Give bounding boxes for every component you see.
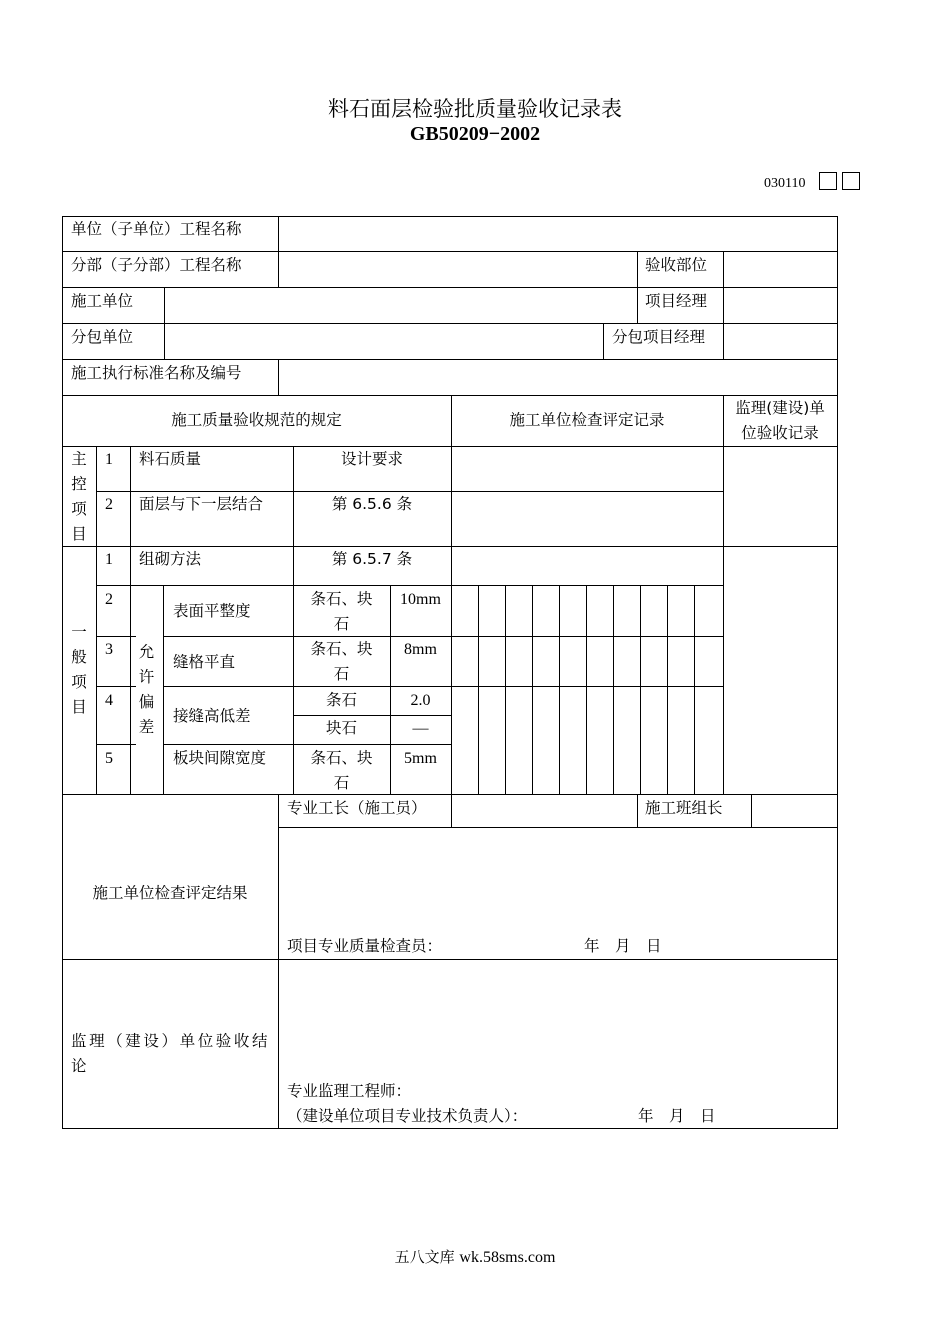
general-item-kind: 条石、块 bbox=[310, 640, 373, 658]
general-item-name: 板块间隙宽度 bbox=[173, 749, 267, 767]
general-item-no: 3 bbox=[105, 641, 113, 658]
general-item-kind: 石 bbox=[333, 615, 350, 633]
general-item-no: 5 bbox=[105, 750, 113, 767]
general-group-char: 项 bbox=[71, 673, 87, 691]
general-item-value: 2.0 bbox=[410, 692, 431, 709]
subcontractor-label: 分包单位 bbox=[71, 328, 134, 346]
main-group-char: 主 bbox=[71, 450, 87, 468]
supervisor-column-header-line2: 位验收记录 bbox=[741, 424, 819, 442]
main-item-name: 料石质量 bbox=[139, 450, 202, 468]
general-item-kind: 条石、块 bbox=[310, 590, 373, 608]
general-item-value: 10mm bbox=[400, 591, 441, 608]
main-item-name: 面层与下一层结合 bbox=[139, 495, 264, 513]
result-date: 年 月 日 bbox=[584, 937, 662, 955]
general-item-name: 表面平整度 bbox=[173, 602, 251, 620]
contractor-label: 施工单位 bbox=[71, 292, 134, 310]
general-group-char: 般 bbox=[71, 648, 87, 666]
general-item-name: 组砌方法 bbox=[139, 550, 202, 568]
pm-label: 项目经理 bbox=[645, 292, 708, 310]
general-item-kind: 石 bbox=[333, 774, 350, 792]
general-item-value: 5mm bbox=[404, 750, 437, 767]
footer-url[interactable]: wk.58sms.com bbox=[459, 1249, 556, 1266]
main-group-char: 项 bbox=[71, 500, 87, 518]
unit-project-label: 单位（子单位）工程名称 bbox=[71, 220, 242, 238]
footer bbox=[0, 1246, 950, 1267]
foreman-label: 专业工长（施工员） bbox=[287, 799, 427, 817]
inspector-label: 项目专业质量检查员： bbox=[287, 937, 443, 955]
general-group-char: 一 bbox=[71, 623, 87, 641]
general-group-char: 目 bbox=[71, 698, 87, 716]
allow-deviation-char: 允 bbox=[138, 643, 155, 661]
general-item-name: 接缝高低差 bbox=[173, 707, 251, 725]
form-number: 030110 bbox=[764, 176, 806, 191]
general-item-req: 第 6.5.7 条 bbox=[331, 550, 413, 568]
footer-site-name: 五八文库 bbox=[394, 1248, 455, 1266]
general-item-no: 1 bbox=[105, 551, 113, 568]
engineer-label: 专业监理工程师： bbox=[287, 1082, 412, 1100]
conclusion-label: 监理（建设）单位验收结论 bbox=[71, 1032, 271, 1075]
general-item-kind: 条石、块 bbox=[310, 749, 373, 767]
general-item-kind: 块石 bbox=[325, 719, 357, 737]
allow-deviation-char: 许 bbox=[138, 668, 155, 686]
allow-deviation-char: 偏 bbox=[138, 693, 155, 711]
main-item-req: 设计要求 bbox=[340, 450, 403, 468]
accept-part-label: 验收部位 bbox=[645, 256, 708, 274]
general-item-no: 2 bbox=[105, 591, 113, 608]
check-column-header: 施工单位检查评定记录 bbox=[509, 411, 665, 429]
general-item-value: — bbox=[412, 720, 429, 737]
general-item-no: 4 bbox=[105, 692, 113, 709]
owner-label: （建设单位项目专业技术负责人）： bbox=[287, 1107, 528, 1125]
allow-deviation-char: 差 bbox=[138, 718, 155, 736]
general-item-kind: 条石 bbox=[325, 691, 357, 709]
standard-code: GB50209−2002 bbox=[409, 123, 541, 145]
general-item-kind: 石 bbox=[333, 665, 350, 683]
main-group-char: 控 bbox=[71, 475, 87, 493]
document-title: 料石面层检验批质量验收记录表 bbox=[328, 97, 622, 121]
supervisor-column-header-line1: 监理(建设)单 bbox=[735, 399, 825, 417]
standard-name-label: 施工执行标准名称及编号 bbox=[71, 364, 242, 382]
conclusion-date: 年 月 日 bbox=[638, 1107, 716, 1125]
main-item-req: 第 6.5.6 条 bbox=[331, 495, 413, 513]
sub-pm-label: 分包项目经理 bbox=[612, 328, 706, 346]
general-item-value: 8mm bbox=[404, 641, 437, 658]
general-item-name: 缝格平直 bbox=[173, 653, 236, 671]
main-group-char: 目 bbox=[71, 525, 87, 543]
main-item-no: 1 bbox=[105, 451, 113, 468]
main-item-no: 2 bbox=[105, 496, 113, 513]
team-leader-label: 施工班组长 bbox=[645, 799, 723, 817]
sub-project-label: 分部（子分部）工程名称 bbox=[71, 256, 242, 274]
spec-column-header: 施工质量验收规范的规定 bbox=[171, 411, 342, 429]
result-label: 施工单位检查评定结果 bbox=[92, 884, 248, 902]
